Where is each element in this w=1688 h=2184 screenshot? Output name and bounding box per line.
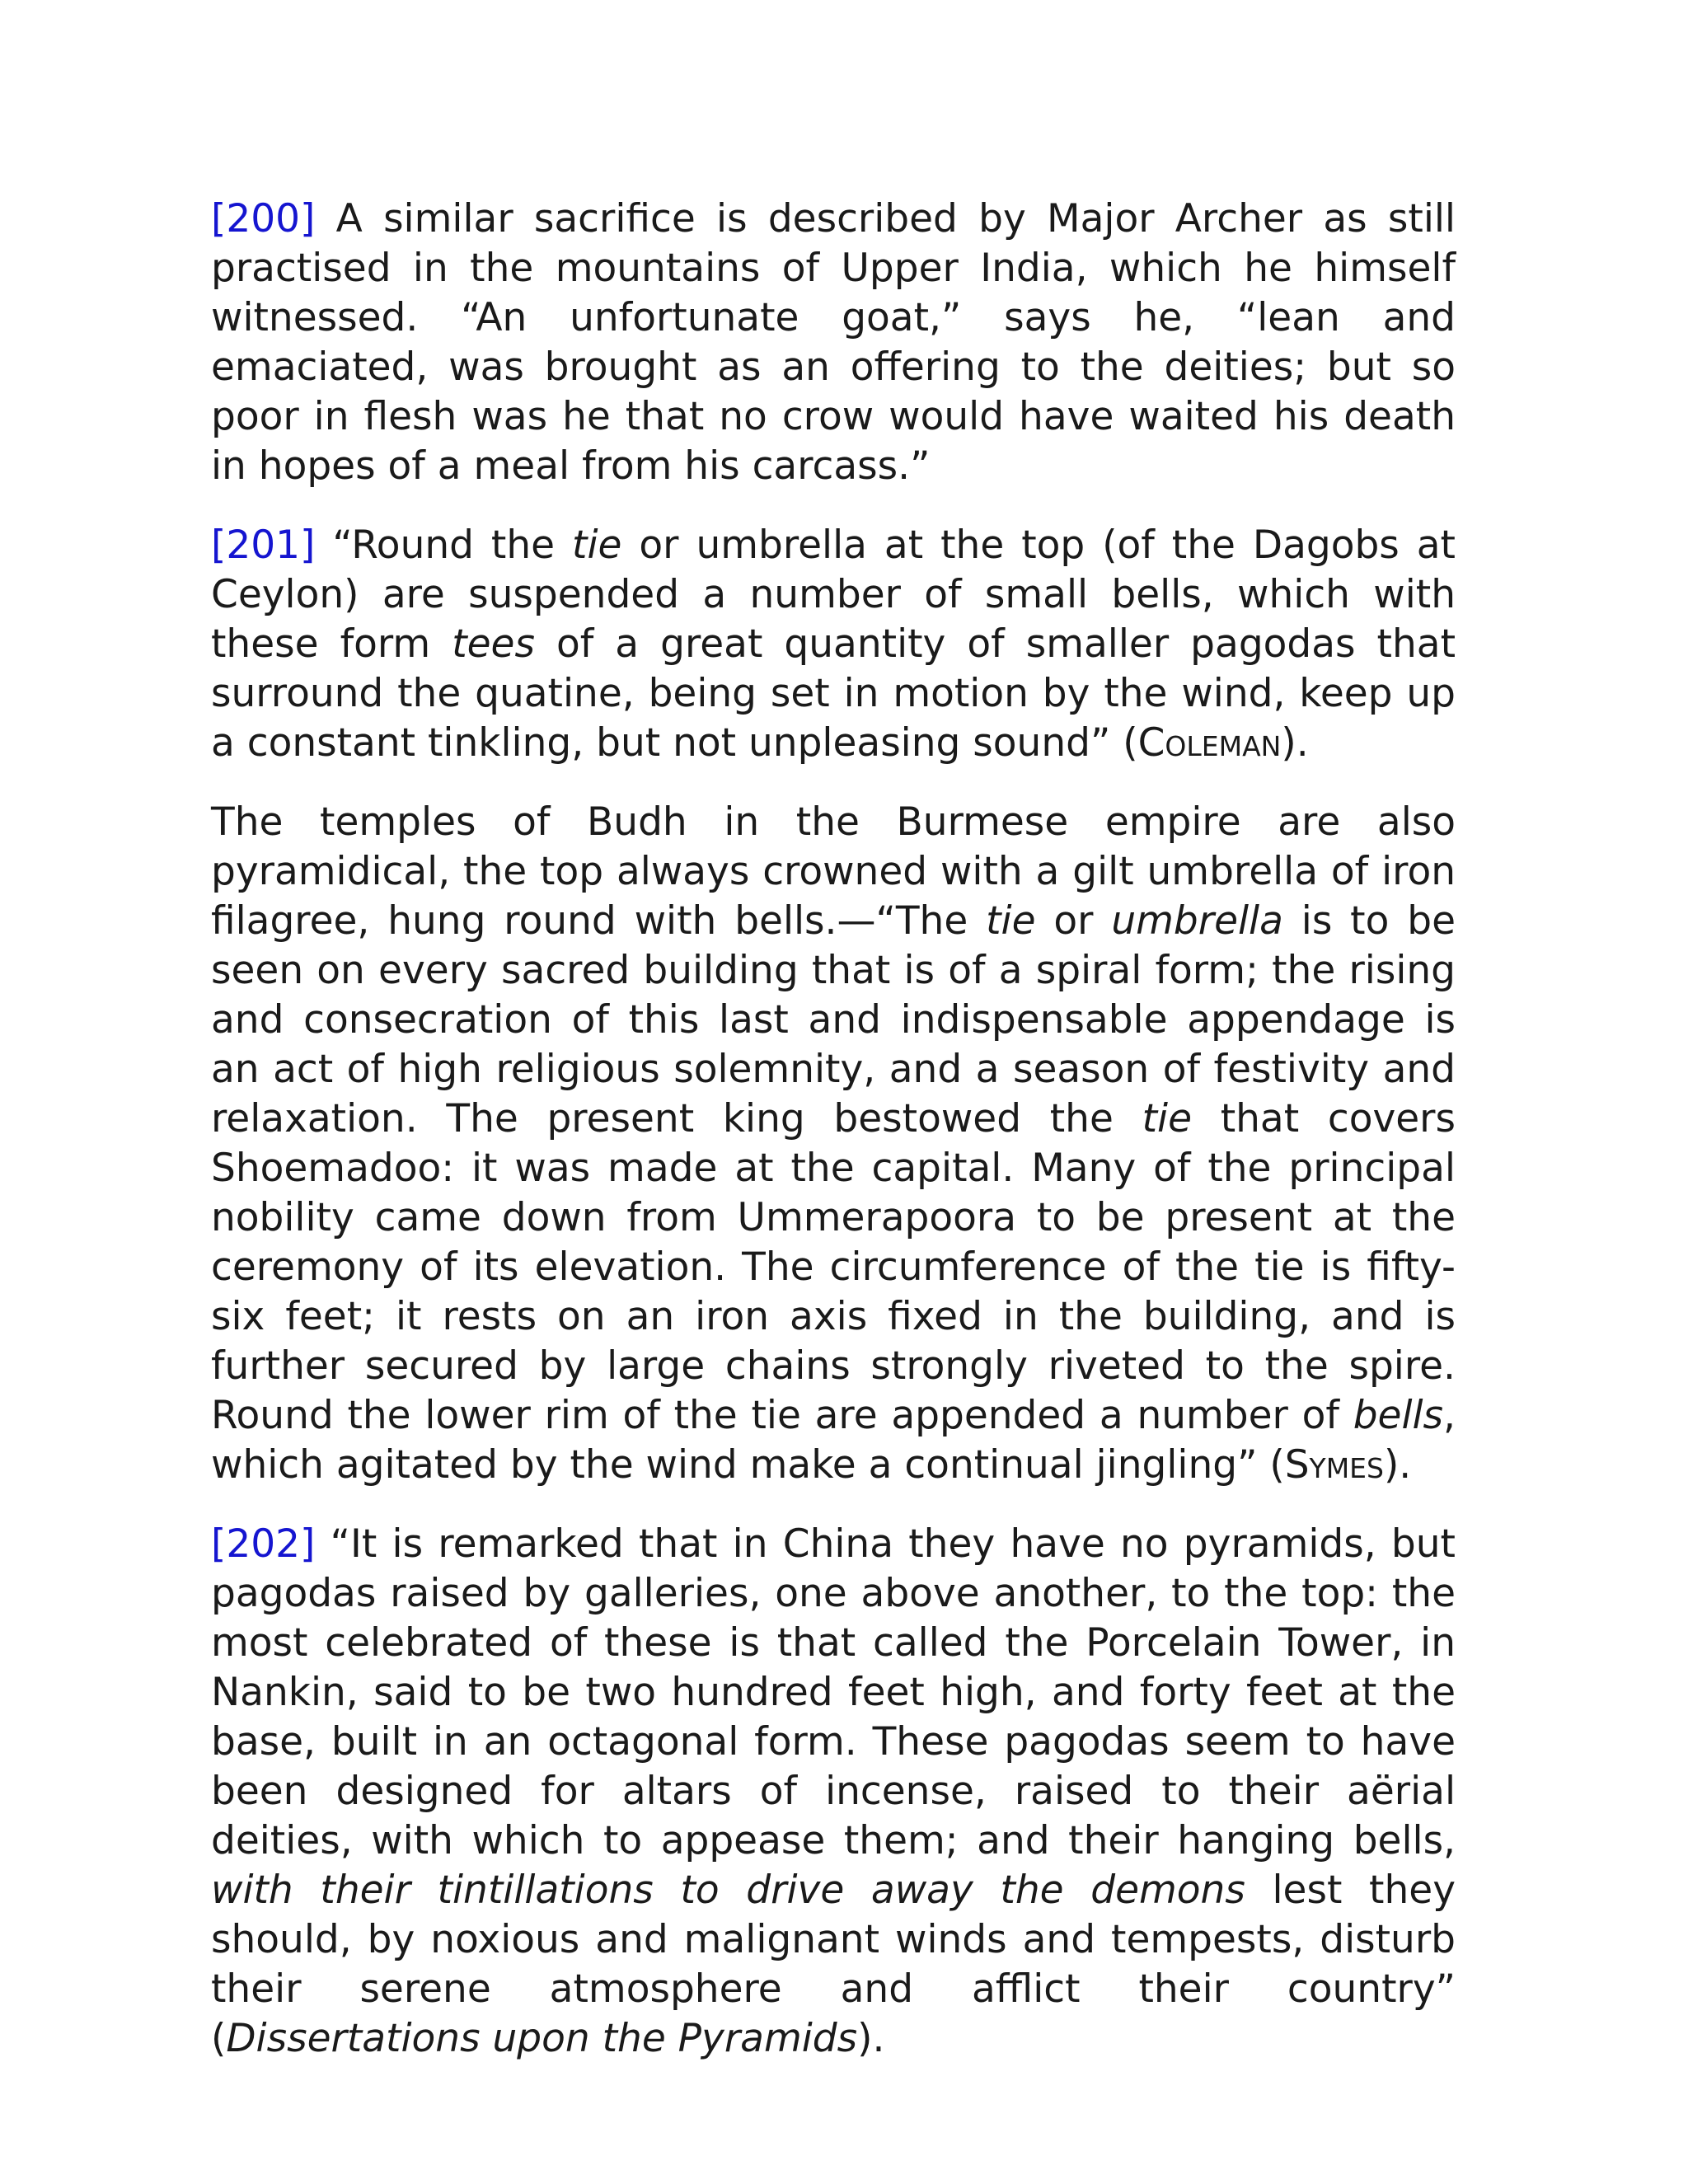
emphasis-text: umbrella — [1111, 898, 1283, 944]
footnote-text: “Round the — [332, 523, 573, 568]
footnote-text: or umbrella at the top (of the Dagobs at Ceylon) are suspended a number of small bells, which with these form — [211, 523, 1456, 667]
emphasis-text: bells — [1353, 1393, 1444, 1438]
emphasis-text: with their tintillations to drive away the demons — [211, 1868, 1245, 1913]
paragraph-text: that covers Shoemadoo: it was made at the capital. Many of the principal nobility came down from Ummerapoora to be present at the ceremony of its elevation. The circumference of the tie is fifty-six feet; it rests on an iron axis fixed in the building, and is further secured by large chains strongly riveted to the spire. Round the lower rim of the tie are appended a number of — [211, 1096, 1456, 1438]
paragraph-text: , which agitated by the wind make a continual jingling” ( — [211, 1393, 1456, 1488]
author-citation: Symes — [1284, 1442, 1384, 1488]
footnote-201 — [211, 521, 1456, 768]
book-citation: Dissertations upon the Pyramids — [226, 2016, 858, 2061]
footnote-text: lest they should, by noxious and malignant winds and tempests, disturb their serene atmosphere and afflict their country” ( — [211, 1868, 1456, 2061]
paragraph-text: is to be seen on every sacred building that is of a spiral form; the rising and consecration of this last and indispensable appendage is an act of high religious solemnity, and a season of festivity and relaxation. The present king bestowed the — [211, 898, 1456, 1141]
emphasis-text: tie — [1142, 1096, 1192, 1141]
author-citation: Coleman — [1137, 720, 1282, 766]
footnote-link-200[interactable]: [200] — [211, 196, 316, 241]
emphasis-text: tie — [986, 898, 1036, 944]
footnote-link-201[interactable]: [201] — [211, 523, 316, 568]
emphasis-text: tie — [572, 523, 622, 568]
footnote-text: “It is remarked that in China they have no pyramids, but pagodas raised by galleries, one above another, to the top: the most celebrated of these is that called the Porcelain Tower, in Nankin, said to be two hundred feet high, and forty feet at the base, built in an octagonal form. These pagodas seem to have been designed for altars of incense, raised to their aërial deities, with which to appease them; and their hanging bells, — [211, 1521, 1456, 1863]
footnote-text: of a great quantity of smaller pagodas that surround the quatine, being set in motion by the wind, keep up a constant tinkling, but not unpleasing sound” ( — [211, 621, 1456, 766]
footnote-text: ). — [857, 2016, 885, 2061]
paragraph-text: The temples of Budh in the Burmese empire are also pyramidical, the top always crowned with a gilt umbrella of iron filagree, hung round with bells.—“The — [211, 799, 1456, 944]
document-page — [211, 194, 1456, 2093]
footnote-text: ). — [1281, 720, 1309, 766]
paragraph-text: ). — [1383, 1442, 1412, 1488]
footnote-link-202[interactable]: [202] — [211, 1521, 316, 1567]
body-paragraph — [211, 798, 1456, 1490]
paragraph-text: or — [1035, 898, 1112, 944]
footnote-200 — [211, 194, 1456, 491]
footnote-text: A similar sacrifice is described by Major Archer as still practised in the mountains of Upper India, which he himself witnessed. “An unfortunate goat,” says he, “lean and emaciated, was brought as an offering to the deities; but so poor in flesh was he that no crow would have waited his death in hopes of a meal from his carcass.” — [211, 196, 1456, 489]
footnote-202 — [211, 1520, 1456, 2064]
emphasis-text: tees — [452, 621, 535, 667]
